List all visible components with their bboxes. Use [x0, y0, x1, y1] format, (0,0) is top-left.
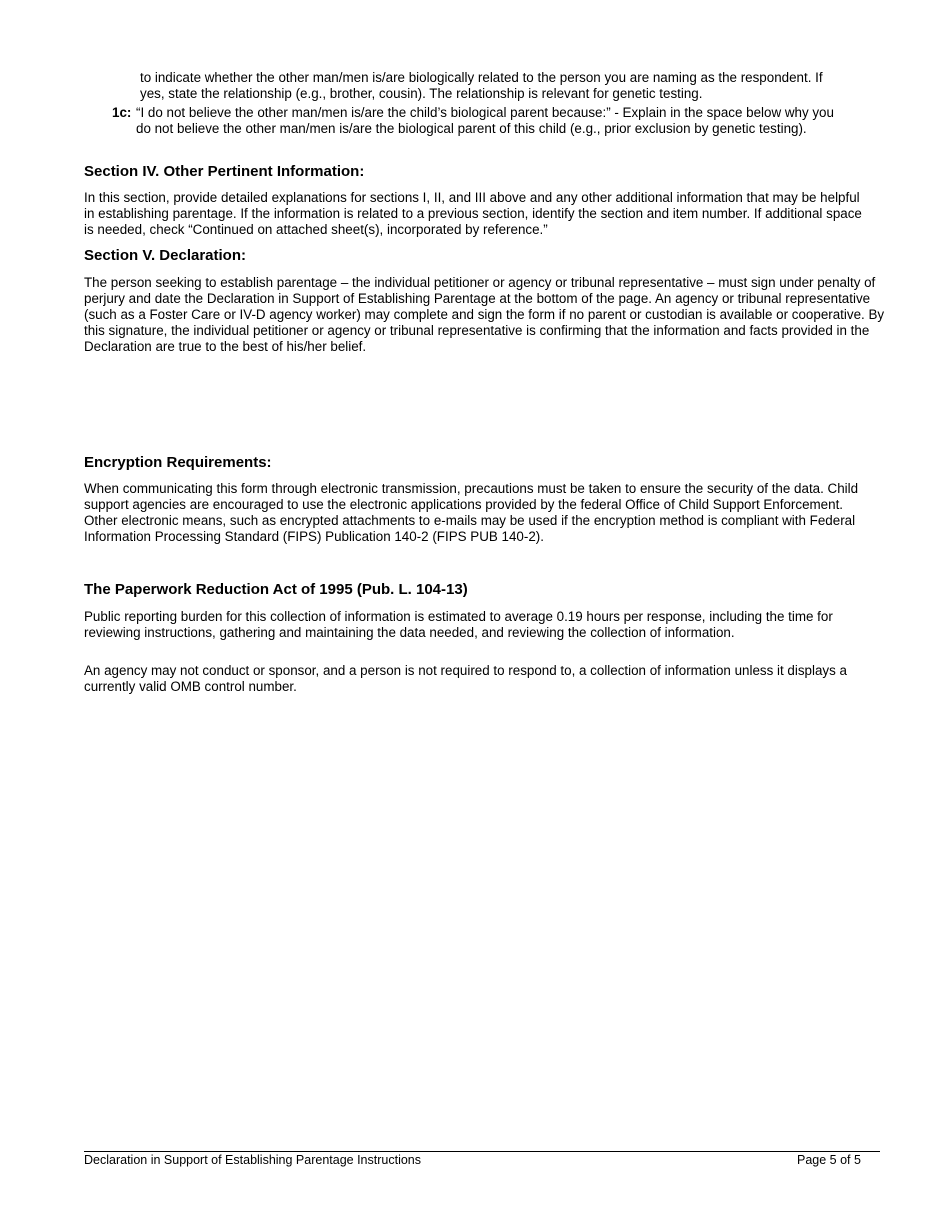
footer-document-title: Declaration in Support of Establishing Parentage Instructions [84, 1153, 421, 1167]
item-1c-text: “I do not believe the other man/men is/are the child’s biological parent because:” - Explain in the space below why you do not believe the other man/men is/are the biological parent of this child (e.g., prior exclusion by genetic testing). [136, 105, 834, 136]
paperwork-act-body-1: Public reporting burden for this collection of information is estimated to average 0.19 hours per response, including the time for reviewing instructions, gathering and maintaining the data needed, and reviewing the collection of information. [84, 609, 833, 640]
section-4-body: In this section, provide detailed explanations for sections I, II, and III above and any other additional information that may be helpful in establishing parentage. If the information is related to a previous section, identify the section and item number. If additional space is needed, check “Continued on attached sheet(s), incorporated by reference.” [84, 190, 862, 237]
encryption-heading: Encryption Requirements: [84, 454, 272, 471]
section-5-heading: Section V. Declaration: [84, 247, 246, 264]
encryption-body: When communicating this form through electronic transmission, precautions must be taken to ensure the security of the data. Child support agencies are encouraged to use the electronic applications provided by the federal Office of Child Support Enforcement. Other electronic means, such as encrypted attachments to e-mails may be used if the encryption method is compliant with Federal Information Processing Standard (FIPS) Publication 140-2 (FIPS PUB 140-2). [84, 481, 859, 544]
item-1c-label: 1c: [112, 105, 132, 120]
item-1b-continued-text: to indicate whether the other man/men is/are biologically related to the person you are naming as the respondent. If yes, state the relationship (e.g., brother, cousin). The relationship is relevant for genetic testing. [140, 70, 823, 101]
paperwork-act-body-2: An agency may not conduct or sponsor, and a person is not required to respond to, a collection of information unless it displays a currently valid OMB control number. [84, 663, 847, 694]
paperwork-act-heading: The Paperwork Reduction Act of 1995 (Pub. L. 104-13) [84, 581, 468, 598]
section-4-heading: Section IV. Other Pertinent Information: [84, 163, 365, 180]
footer-divider [84, 1151, 880, 1152]
footer-page-number: Page 5 of 5 [797, 1153, 861, 1167]
section-5-body: The person seeking to establish parentage – the individual petitioner or agency or tribunal representative – must sign under penalty of perjury and date the Declaration in Support of Establishing Parentage at the bottom of the page. An agency or tribunal representative (such as a Foster Care or IV-D agency worker) may complete and sign the form if no parent or custodian is available or cooperative. By this signature, the individual petitioner or agency or tribunal representative is confirming that the information and facts provided in the Declaration are true to the best of his/her belief. [84, 275, 885, 354]
